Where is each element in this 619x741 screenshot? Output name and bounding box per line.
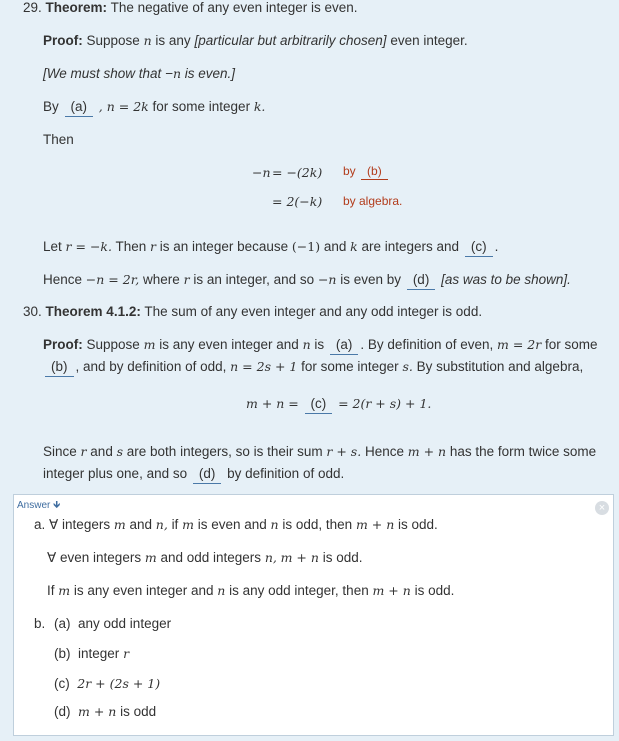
answer-a-line1: a. ∀ integers m and n, if m is even and n is odd, then m + n is odd.	[34, 517, 438, 532]
blank-a[interactable]: (a)	[65, 99, 94, 117]
then-line: Then	[43, 132, 74, 147]
p30-proof-line4: integer plus one, and so (d) by definition of odd.	[43, 466, 344, 484]
blank-d[interactable]: (d)	[193, 466, 222, 484]
answer-b-item-b: (b) integer r	[54, 646, 130, 661]
answer-b-label: b.	[34, 616, 46, 631]
theorem-statement: The negative of any even integer is even.	[110, 0, 358, 15]
blank-c[interactable]: (c)	[305, 396, 333, 414]
p30-proof-line3: Since r and s are both integers, so is their sum r + s. Hence m + n has the form twice some	[43, 444, 597, 459]
p30-proof-line2: (b) , and by definition of odd, n = 2s + 1 for some integer s. By substitution and algebra,	[43, 359, 583, 377]
answer-b-item-a: (a) any odd integer	[54, 616, 172, 631]
close-icon[interactable]: ×	[595, 501, 609, 515]
theorem-statement: The sum of any even integer and any odd integer is odd.	[144, 304, 483, 319]
answer-panel	[13, 494, 614, 736]
answer-b-item-d: (d) m + n is odd	[54, 704, 157, 719]
blank-b[interactable]: (b)	[361, 164, 388, 180]
arrow-down-icon: 🡻	[53, 500, 61, 511]
answer-b-item-c: (c) 2r + (2s + 1)	[54, 676, 161, 691]
must-show-line: [We must show that −n is even.]	[43, 66, 236, 81]
proof-intro-line: Proof: Suppose n is any [particular but arbitrarily chosen] even integer.	[43, 33, 468, 48]
hence-line: Hence −n = 2r, where r is an integer, and so −n is even by (d) [as was to be shown].	[43, 272, 571, 290]
problem-30-heading: 30. Theorem 4.1.2: The sum of any even integer and any odd integer is odd.	[23, 304, 483, 319]
blank-b[interactable]: (b)	[45, 359, 74, 377]
answer-toggle[interactable]: Answer 🡻	[17, 500, 61, 511]
eq1-lhs: −n	[252, 165, 271, 180]
eq1-rhs: = −(2k)	[272, 165, 323, 180]
eq1-reason: by (b)	[343, 164, 390, 180]
eq2-rhs: = 2(−k)	[272, 194, 323, 209]
let-line: Let r = −k. Then r is an integer because (−1) and k are integers and (c) .	[43, 239, 498, 257]
problem-29-heading: 29. Theorem: The negative of any even integer is even.	[23, 0, 358, 15]
blank-d[interactable]: (d)	[407, 272, 436, 290]
blank-c[interactable]: (c)	[465, 239, 493, 257]
p30-display-equation: m + n = (c) = 2(r + s) + 1.	[246, 396, 431, 414]
theorem-label: Theorem 4.1.2:	[45, 304, 141, 319]
p30-proof-line1: Proof: Suppose m is any even integer and n is (a) . By definition of even, m = 2r for some	[43, 337, 598, 355]
answer-a-line2: ∀ even integers m and odd integers n, m + n is odd.	[47, 550, 363, 565]
blank-a[interactable]: (a)	[330, 337, 359, 355]
theorem-label: Theorem:	[45, 0, 108, 15]
by-line: By (a) , n = 2k for some integer k.	[43, 99, 265, 117]
answer-a-line3: If m is any even integer and n is any odd integer, then m + n is odd.	[47, 583, 455, 598]
eq2-reason: by algebra.	[343, 194, 403, 208]
